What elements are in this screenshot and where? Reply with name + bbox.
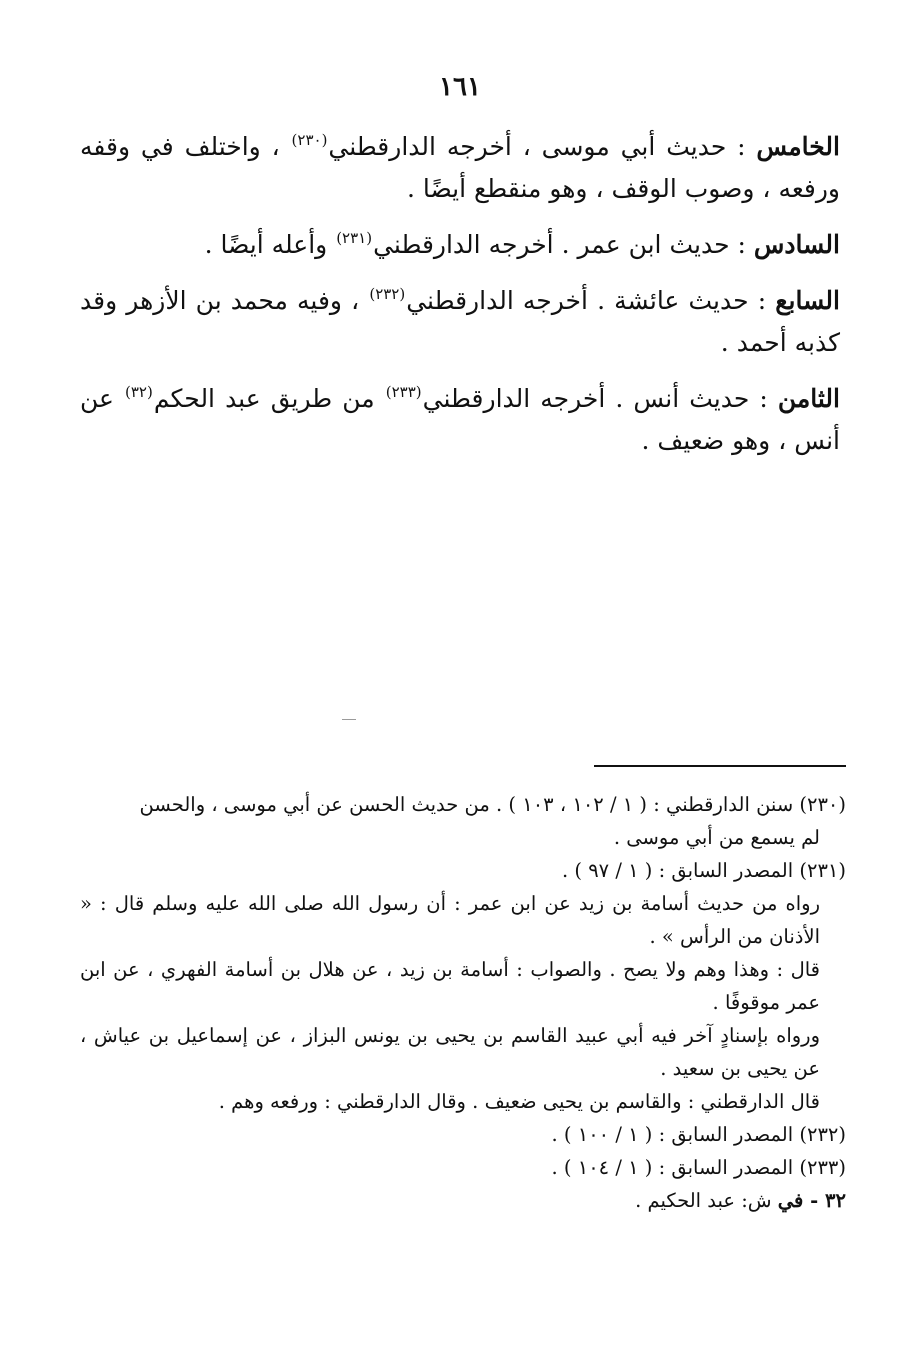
paragraph-term: الثامن — [777, 384, 840, 413]
footnote-number: (٢٣٣) — [799, 1156, 846, 1179]
editor-note-reference[interactable]: (٣٢) — [125, 383, 153, 401]
paragraph-sixth — [80, 224, 840, 266]
main-text — [80, 126, 840, 476]
footnote-233 — [80, 1151, 846, 1184]
paragraph-text: ، وفيه محمد بن الأزهر وقد كذبه أحمد . — [80, 286, 840, 357]
paragraph-text: : حديث أنس . أخرجه الدارقطني — [422, 384, 778, 413]
footnote-text: المصدر السابق : ( ١ / ٩٧ ) . — [561, 859, 800, 882]
footnote-number: (٢٣٠) — [799, 793, 846, 816]
footnote-separator — [594, 765, 846, 767]
footnote-reference[interactable]: (٢٣١) — [336, 229, 373, 247]
footnote-text: المصدر السابق : ( ١ / ١٠٠ ) . — [551, 1123, 800, 1146]
footnote-detail: قال الدارقطني : والقاسم بن يحيى ضعيف . وقال الدارقطني : ورفعه وهم . — [218, 1090, 820, 1113]
footnote-reference[interactable]: (٢٣٠) — [291, 131, 328, 149]
footnote-text: المصدر السابق : ( ١ / ١٠٤ ) . — [551, 1156, 800, 1179]
paragraph-text: ، واختلف في وقفه ورفعه ، وصوب الوقف ، وهو منقطع أيضًا . — [80, 132, 840, 203]
paragraph-text: : حديث أبي موسى ، أخرجه الدارقطني — [328, 132, 757, 161]
paragraph-text: : حديث ابن عمر . أخرجه الدارقطني — [373, 230, 754, 259]
footnote-number: (٢٣١) — [799, 859, 846, 882]
footnote-230 — [80, 788, 846, 821]
paragraph-fifth — [80, 126, 840, 210]
page-number: ١٦١ — [439, 72, 481, 102]
footnote-231 — [80, 854, 846, 887]
editor-note-text: ش: عبد الحكيم . — [635, 1189, 778, 1212]
footnote-232 — [80, 1118, 846, 1151]
editor-note-number: ٣٢ - في — [777, 1189, 846, 1212]
paragraph-term: السابع — [775, 286, 840, 315]
paragraph-text: وأعله أيضًا . — [204, 230, 336, 259]
paragraph-eighth — [80, 378, 840, 462]
paragraph-text: : حديث عائشة . أخرجه الدارقطني — [406, 286, 776, 315]
editor-note-32 — [80, 1184, 846, 1217]
footnote-detail: قال : وهذا وهم ولا يصح . والصواب : أسامة بن زيد ، عن هلال بن أسامة الفهري ، عن ابن عمر موقوفًا . — [80, 958, 820, 1014]
footnote-detail: رواه من حديث أسامة بن زيد عن ابن عمر : أن رسول الله صلى الله عليه وسلم قال : « الأذنان من الرأس » . — [80, 892, 820, 948]
paragraph-text: من طريق عبد الحكم — [153, 384, 385, 413]
footnote-continuation: لم يسمع من أبي موسى . — [613, 826, 820, 849]
paragraph-text: عن أنس ، وهو ضعيف . — [80, 384, 840, 455]
footnote-reference[interactable]: (٢٣٢) — [369, 285, 406, 303]
footnote-number: (٢٣٢) — [799, 1123, 846, 1146]
paragraph-seventh — [80, 280, 840, 364]
footnotes-section — [80, 788, 846, 1217]
footnote-reference[interactable]: (٢٣٣) — [385, 383, 422, 401]
footnote-text: سنن الدارقطني : ( ١ / ١٠٢ ، ١٠٣ ) . من حديث الحسن عن أبي موسى ، والحسن — [139, 793, 800, 816]
paragraph-term: السادس — [753, 230, 840, 259]
paragraph-term: الخامس — [756, 132, 840, 161]
footnote-detail: ورواه بإسنادٍ آخر فيه أبي عبيد القاسم بن يحيى بن يونس البزاز ، عن إسماعيل بن عياش ، عن يحيى بن سعيد . — [80, 1024, 820, 1080]
scan-mark — [342, 719, 356, 720]
